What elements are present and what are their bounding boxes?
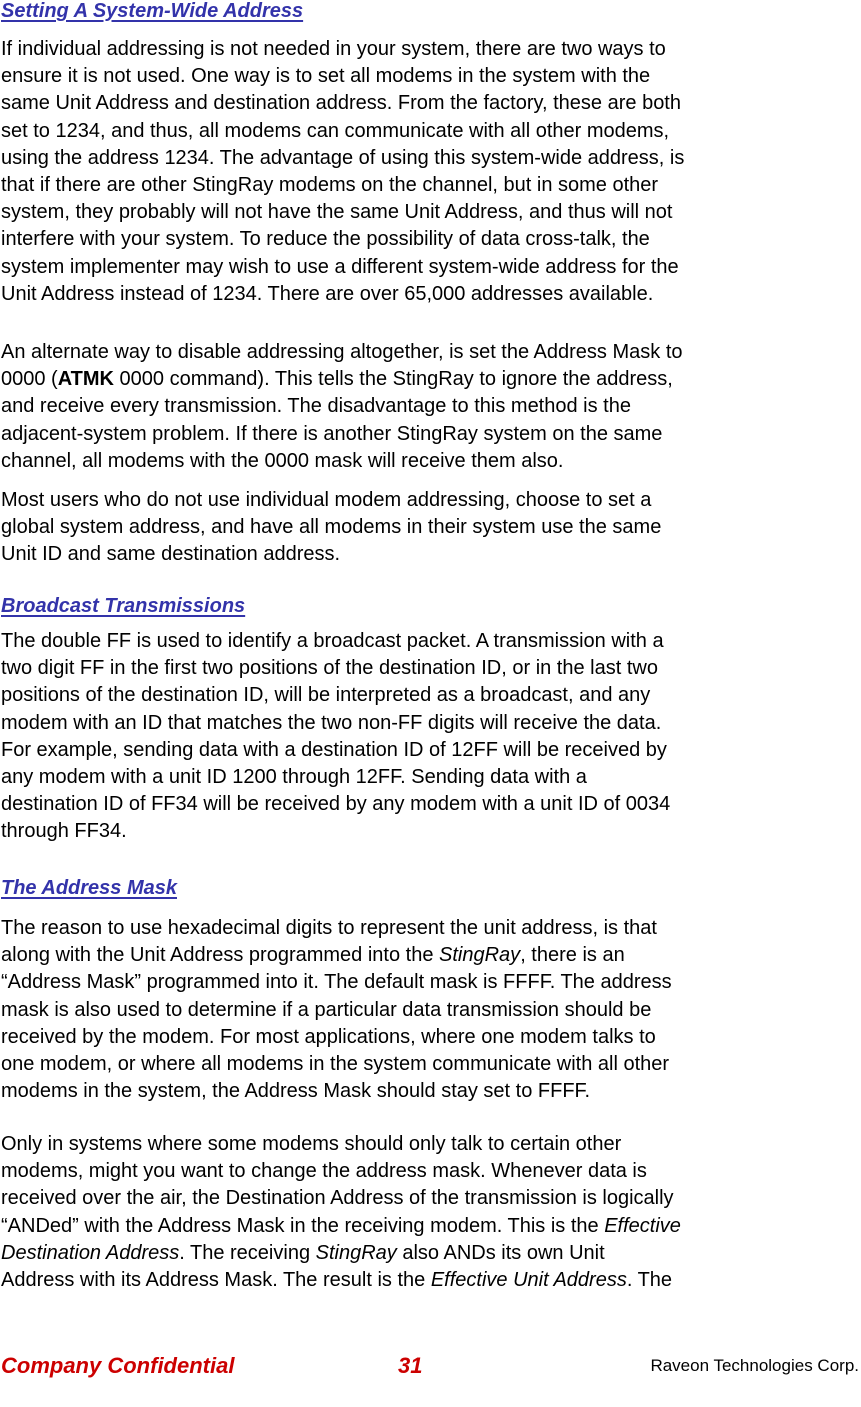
text-line: interfere with your system. To reduce the possibility of data cross-talk, the <box>1 228 650 251</box>
paragraph-global-address <box>1 487 860 569</box>
paragraph-broadcast <box>1 628 860 846</box>
paragraph-system-wide <box>1 36 860 308</box>
text-line: through FF34. <box>1 820 127 843</box>
text-line: ensure it is not used. One way is to set all modems in the system with the <box>1 65 651 88</box>
footer-confidential-label: Company Confidential <box>1 1353 235 1378</box>
footer-company-name: Raveon Technologies Corp. <box>650 1356 859 1375</box>
paragraph-effective-address <box>1 1131 860 1294</box>
text-line: system, they probably will not have the same Unit Address, and thus will not <box>1 201 673 224</box>
text-run: along with the Unit Address programmed into the <box>1 944 440 967</box>
heading-address-mask: The Address Mask <box>1 877 177 899</box>
heading-system-wide-address: Setting A System-Wide Address <box>1 0 304 22</box>
text-line <box>1 1267 860 1294</box>
text-line: “Address Mask” programmed into it. The default mask is FFFF. The address <box>1 971 672 994</box>
text-run: . The <box>626 1269 673 1292</box>
text-line: that if there are other StingRay modems on the channel, but in some other <box>1 174 659 197</box>
text-line: modems in the system, the Address Mask should stay set to FFFF. <box>1 1080 591 1103</box>
product-name: StingRay <box>315 1241 397 1264</box>
text-line: If individual addressing is not needed in your system, there are two ways to <box>1 38 666 60</box>
text-run: 0000 ( <box>1 368 58 391</box>
term-effective: Effective <box>604 1214 681 1237</box>
text-run: , there is an <box>520 944 625 967</box>
text-run: Address with its Address Mask. The result is the <box>1 1269 431 1292</box>
text-line: and receive every transmission. The disadvantage to this method is the <box>1 395 631 418</box>
text-line: two digit FF in the first two positions of the destination ID, or in the last two <box>1 657 658 680</box>
text-run: 0000 command). This tells the StingRay to ignore the address, <box>114 368 673 391</box>
text-line: using the address 1234. The advantage of using this system-wide address, is <box>1 146 685 169</box>
text-run: also ANDs its own Unit <box>396 1241 605 1264</box>
text-line: modems, might you want to change the address mask. Whenever data is <box>1 1160 647 1183</box>
heading-broadcast-transmissions: Broadcast Transmissions <box>1 595 246 617</box>
text-line: Most users who do not use individual modem addressing, choose to set a <box>1 489 652 511</box>
text-line: Only in systems where some modems should only talk to certain other <box>1 1133 622 1155</box>
text-line: set to 1234, and thus, all modems can communicate with all other modems, <box>1 119 670 142</box>
page-number: 31 <box>398 1353 423 1378</box>
product-name: StingRay <box>439 944 521 967</box>
text-line: one modem, or where all modems in the system communicate with all other <box>1 1053 670 1076</box>
text-line: received by the modem. For most applications, where one modem talks to <box>1 1025 656 1048</box>
text-line: global system address, and have all modems in their system use the same <box>1 516 662 539</box>
text-line: mask is also used to determine if a particular data transmission should be <box>1 998 652 1021</box>
text-line: The double FF is used to identify a broadcast packet. A transmission with a <box>1 630 664 652</box>
text-line: The reason to use hexadecimal digits to represent the unit address, is that <box>1 917 657 939</box>
term-destination-address: Destination Address <box>1 1241 180 1264</box>
text-line: modem with an ID that matches the two non-FF digits will receive the data. <box>1 711 662 734</box>
text-line: channel, all modems with the 0000 mask will receive them also. <box>1 449 564 472</box>
text-line: Unit Address instead of 1234. There are over 65,000 addresses available. <box>1 282 654 305</box>
text-line: received over the air, the Destination Address of the transmission is logically <box>1 1187 674 1210</box>
text-line <box>1 1213 860 1240</box>
page-footer <box>0 1353 861 1383</box>
text-line: any modem with a unit ID 1200 through 12FF. Sending data with a <box>1 766 587 789</box>
text-line: system implementer may wish to use a different system-wide address for the <box>1 255 679 278</box>
text-run: . The receiving <box>179 1241 316 1264</box>
text-line <box>1 366 860 393</box>
text-line: same Unit Address and destination address. From the factory, these are both <box>1 92 681 115</box>
text-line: For example, sending data with a destination ID of 12FF will be received by <box>1 738 667 761</box>
paragraph-address-mask <box>1 915 860 1105</box>
text-line: adjacent-system problem. If there is another StingRay system on the same <box>1 422 663 445</box>
term-effective-unit-address: Effective Unit Address <box>430 1269 627 1292</box>
text-line: destination ID of FF34 will be received by any modem with a unit ID of 0034 <box>1 793 671 816</box>
paragraph-address-mask-disable <box>1 339 860 475</box>
command-atmk: ATMK <box>57 368 114 391</box>
text-line <box>1 1240 860 1267</box>
text-line: positions of the destination ID, will be interpreted as a broadcast, and any <box>1 684 651 707</box>
text-line: An alternate way to disable addressing altogether, is set the Address Mask to <box>1 341 683 363</box>
text-line <box>1 942 860 969</box>
text-run: “ANDed” with the Address Mask in the receiving modem. This is the <box>1 1214 605 1237</box>
text-line: Unit ID and same destination address. <box>1 543 341 566</box>
